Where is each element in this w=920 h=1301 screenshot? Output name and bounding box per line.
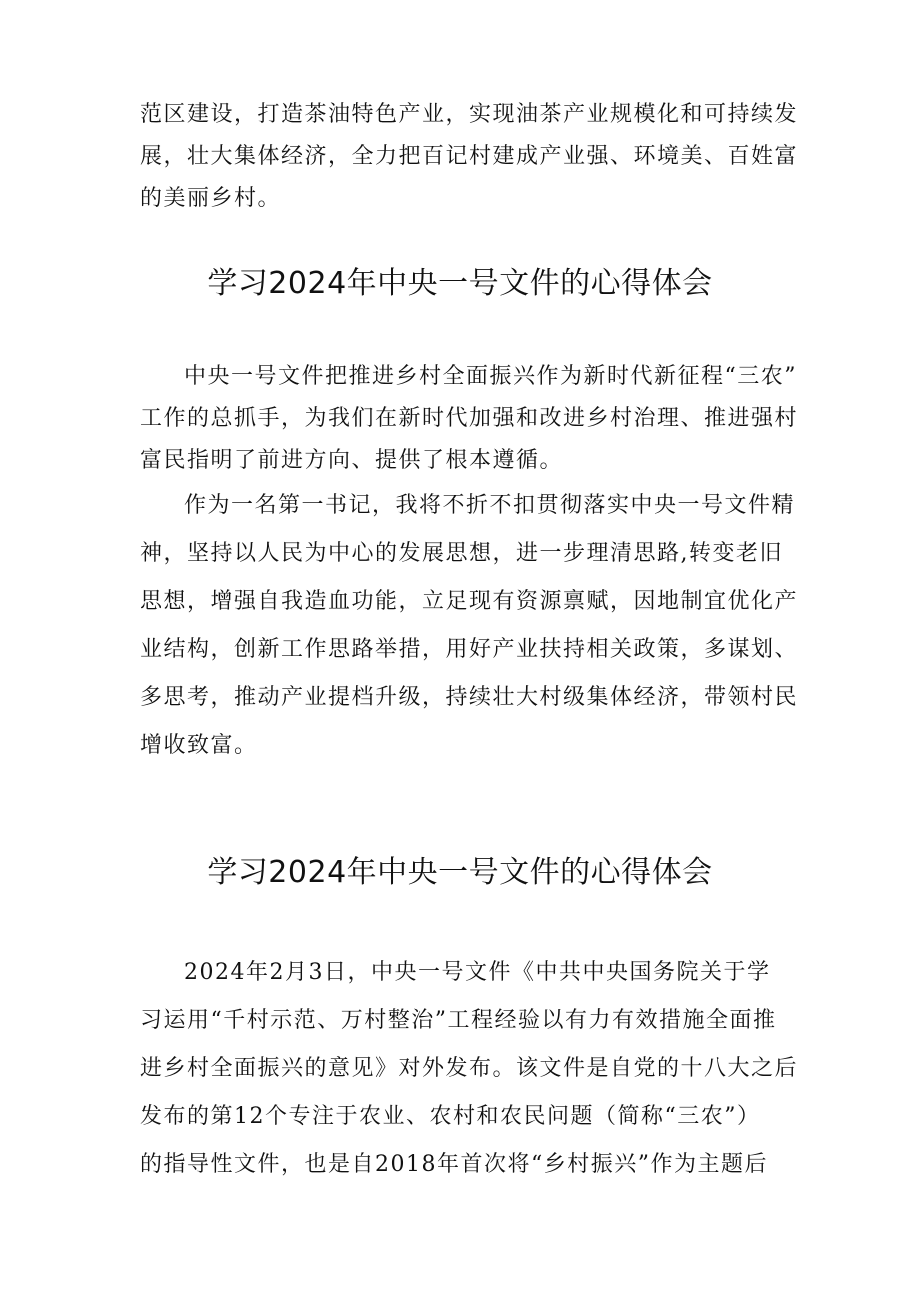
text-line: 2024年2月3日，中央一号文件《中共中央国务院关于学 xyxy=(184,960,771,985)
text-line: 业结构，创新工作思路举措，用好产业扶持相关政策，多谋划、 xyxy=(140,637,799,662)
text-line: 的美丽乡村。 xyxy=(140,186,282,211)
text-line: 作为一名第一书记，我将不折不扣贯彻落实中央一号文件精 xyxy=(184,493,796,518)
paragraph xyxy=(140,949,799,1189)
text-line: 思想，增强自我造血功能，立足现有资源禀赋，因地制宜优化产 xyxy=(140,589,799,614)
paragraph xyxy=(140,356,799,482)
section-body xyxy=(140,949,799,1189)
text-line: 发布的第12个专注于农业、农村和农民问题（简称“三农”） xyxy=(140,1104,761,1129)
section-title: 学习2024年中央一号文件的心得体会 xyxy=(207,855,713,890)
text-line: 工作的总抓手，为我们在新时代加强和改进乡村治理、推进强村 xyxy=(140,406,799,431)
text-line: 进乡村全面振兴的意见》对外发布。该文件是自党的十八大之后 xyxy=(140,1056,799,1081)
text-line: 富民指明了前进方向、提供了根本遵循。 xyxy=(140,448,564,473)
text-line: 神，坚持以人民为中心的发展思想，进一步理清思路,转变老旧 xyxy=(140,541,783,566)
text-line: 展，壮大集体经济，全力把百记村建成产业强、环境美、百姓富 xyxy=(140,144,799,169)
text-line: 范区建设，打造茶油特色产业，实现油茶产业规模化和可持续发 xyxy=(140,102,799,127)
section-title: 学习2024年中央一号文件的心得体会 xyxy=(207,266,713,301)
text-line: 习运用“千村示范、万村整治”工程经验以有力有效措施全面推 xyxy=(140,1008,777,1033)
section-body xyxy=(140,356,799,770)
text-line: 的指导性文件，也是自2018年首次将“乡村振兴”作为主题后 xyxy=(140,1152,768,1177)
text-line: 中央一号文件把推进乡村全面振兴作为新时代新征程“三农” xyxy=(184,364,797,389)
text-line: 增收致富。 xyxy=(140,733,258,758)
paragraph xyxy=(140,482,799,770)
continuation-paragraph xyxy=(140,94,799,220)
text-line: 多思考，推动产业提档升级，持续壮大村级集体经济，带领村民 xyxy=(140,685,799,710)
